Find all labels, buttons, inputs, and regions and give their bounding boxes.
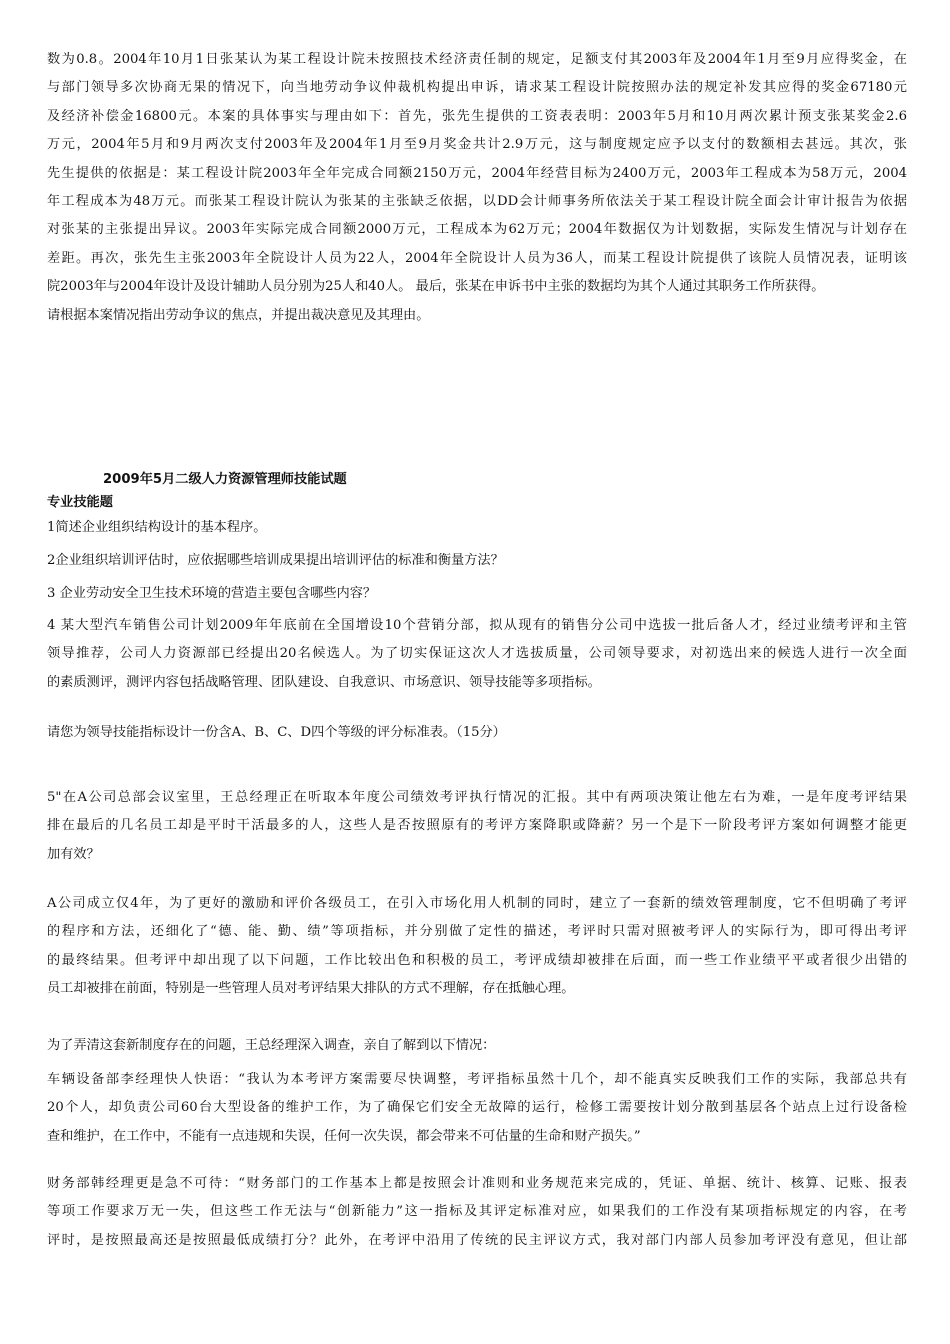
han-line-3: 评时，是按照最高还是按照最低成绩打分？此外，在考评中沿用了传统的民主评议方式，我对部门内部人员参加考评没有意见，但让部 xyxy=(47,1232,907,1248)
manager-han-statement xyxy=(47,1170,907,1255)
question-1: 1简述企业组织结构设计的基本程序。 xyxy=(47,520,267,535)
question-4 xyxy=(47,612,907,697)
question-3: 3 企业劳动安全卫生技术环境的营造主要包含哪些内容？ xyxy=(47,586,377,601)
han-line-1: 财务部韩经理更是急不可待：“财务部门的工作基本上都是按照会计准则和业务规范来完成的，凭证、单据、统计、核算、记账、报表 xyxy=(47,1176,907,1191)
background-line-4: 员工却被排在前面，特别是一些管理人员对考评结果大排队的方式不理解，存在抵触心理。 xyxy=(47,981,575,997)
question-4-line-2: 领导推荐，公司人力资源部已经提出20名候选人。为了切实保证这次人才选拔质量，公司领导要求，对初选出来的候选人进行一次全面 xyxy=(47,646,907,662)
question-4-line-1: 4 某大型汽车销售公司计划2009年年底前在全国增设10个营销分部，拟从现有的销售分公司中选拔一批后备人才，经过业绩考评和主管 xyxy=(47,618,907,633)
case-line-4: 万元，2004年5月和9月两次支付2003年及2004年1月至9月奖金共计2.9万元，这与制度规定应予以支付的数额相去甚远。其次，张 xyxy=(47,137,907,153)
exam-title: 2009年5月二级人力资源管理师技能试题 xyxy=(103,472,347,487)
background-line-3: 的最终结果。但考评中却出现了以下问题，工作比较出色和积极的员工，考评成绩却被排在后面，而一些工作业绩平平或者很少出错的 xyxy=(47,952,907,968)
case-line-10: 请根据本案情况指出劳动争议的焦点，并提出裁决意见及其理由。 xyxy=(47,307,430,323)
question-5-line-3: 加有效？ xyxy=(47,846,100,862)
case-line-8: 差距。再次，张先生主张2003年全院设计人员为22人，2004年全院设计人员为36人，而某工程设计院提供了该院人员情况表，证明该 xyxy=(47,250,907,266)
han-line-2: 等项工作要求万无一失，但这些工作无法与“创新能力”这一指标及其评定标准对应，如果我们的工作没有某项指标规定的内容，在考 xyxy=(47,1204,907,1220)
case-line-3: 及经济补偿金16800元。本案的具体事实与理由如下：首先，张先生提供的工资表表明：2003年5月和10月两次累计预支张某奖金2.6 xyxy=(47,108,907,124)
background-line-1: A公司成立仅4年，为了更好的激励和评价各级员工，在引入市场化用人机制的同时，建立了一套新的绩效管理制度，它不但明确了考评 xyxy=(47,896,907,911)
investigation-line: 为了弄清这套新制度存在的问题，王总经理深入调查，亲自了解到以下情况： xyxy=(47,1038,496,1053)
question-2: 2企业组织培训评估时，应依据哪些培训成果提出培训评估的标准和衡量方法？ xyxy=(47,553,504,568)
case-line-5: 先生提供的依据是：某工程设计院2003年全年完成合同额2150万元，2004年经营目标为2400万元，2003年工程成本为58万元，2004 xyxy=(47,165,907,181)
case-line-6: 年工程成本为48万元。而张某工程设计院认为张某的主张缺乏依据，以DD会计师事务所依法关于某工程设计院全面会计审计报告为依据 xyxy=(47,194,907,210)
li-line-1: 车辆设备部李经理快人快语：“我认为本考评方案需要尽快调整，考评指标虽然十几个，却不能真实反映我们工作的实际，我部总共有 xyxy=(47,1072,907,1087)
question-4-line-3: 的素质测评，测评内容包括战略管理、团队建设、自我意识、市场意识、领导技能等多项指标。 xyxy=(47,674,601,690)
manager-li-statement xyxy=(47,1066,907,1151)
li-line-2: 20个人，却负责公司60台大型设备的维护工作，为了确保它们安全无故障的运行，检修工需要按计划分散到基层各个站点上过行设备检 xyxy=(47,1100,907,1116)
case-paragraph xyxy=(47,46,907,330)
question-5-line-1: 5"在A公司总部会议室里，王总经理正在听取本年度公司绩效考评执行情况的汇报。其中有两项决策让他左右为难，一是年度考评结果 xyxy=(47,790,907,805)
question-5-line-2: 排在最后的几名员工却是平时干活最多的人，这些人是否按照原有的考评方案降职或降薪？另一个是下一阶段考评方案如何调整才能更 xyxy=(47,818,907,834)
background-line-2: 的程序和方法，还细化了“德、能、勤、绩”等项指标，并分别做了定性的描述，考评时只需对照被考评人的实际行为，即可得出考评 xyxy=(47,924,907,940)
question-5-intro xyxy=(47,784,907,869)
question-5-background xyxy=(47,890,907,1004)
section-heading: 专业技能题 xyxy=(47,495,113,510)
case-line-2: 与部门领导多次协商无果的情况下，向当地劳动争议仲裁机构提出申诉，请求某工程设计院按照办法的规定补发其应得的奖金67180元 xyxy=(47,80,907,96)
case-line-1: 数为0.8。2004年10月1日张某认为某工程设计院未按照技术经济责任制的规定，足额支付其2003年及2004年1月至9月应得奖金，在 xyxy=(47,52,907,67)
li-line-3: 查和维护，在工作中，不能有一点违规和失误，任何一次失误，都会带来不可估量的生命和财产损失。” xyxy=(47,1128,641,1144)
case-line-7: 对张某的主张提出异议。2003年实际完成合同额2000万元，工程成本为62万元；2004年数据仅为计划数据，实际发生情况与计划存在 xyxy=(47,222,907,238)
case-line-9: 院2003年与2004年设计及设计辅助人员分别为25人和40人。 最后，张某在申诉书中主张的数据均为其个人通过其职务工作所获得。 xyxy=(47,279,825,295)
question-4-task: 请您为领导技能指标设计一份含A、B、C、D四个等级的评分标准表。（15分） xyxy=(47,725,506,740)
